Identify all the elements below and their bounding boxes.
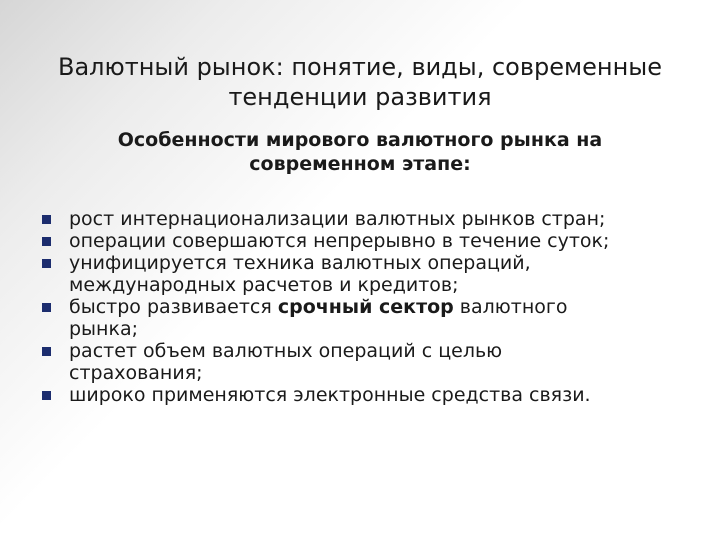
slide-subtitle — [60, 128, 660, 176]
square-bullet-icon — [42, 303, 51, 312]
bullet-text: операции совершаются непрерывно в течение суток; — [69, 230, 610, 252]
square-bullet-icon — [42, 215, 51, 224]
title-line-2: тенденции развития — [228, 83, 492, 111]
bullet-text: широко применяются электронные средства связи. — [69, 384, 591, 406]
bullet-text-line-1: растет объем валютных операций с целью — [69, 340, 503, 362]
bullet-item — [42, 230, 692, 252]
bullet-text-line-2: рынка; — [69, 318, 139, 340]
subtitle-line-1: Особенности мирового валютного рынка на — [117, 129, 603, 151]
square-bullet-icon — [42, 347, 51, 356]
square-bullet-icon — [42, 391, 51, 400]
subtitle-line-2: современном этапе: — [249, 153, 471, 175]
bullet-text-emphasis: срочный сектор — [277, 296, 454, 318]
slide-title — [40, 52, 680, 112]
bullet-list — [42, 208, 692, 406]
bullet-text-line-2: страхования; — [69, 362, 203, 384]
bullet-item — [42, 340, 692, 384]
square-bullet-icon — [42, 259, 51, 268]
bullet-text-before: быстро развивается — [69, 296, 278, 318]
bullet-item — [42, 384, 692, 406]
bullet-text: рост интернационализации валютных рынков стран; — [69, 208, 606, 230]
bullet-text-line-2: международных расчетов и кредитов; — [69, 274, 459, 296]
bullet-text-line-1 — [69, 296, 692, 318]
bullet-item — [42, 296, 692, 340]
bullet-text-line-1: унифицируется техника валютных операций, — [69, 252, 531, 274]
title-line-1: Валютный рынок: понятие, виды, современные — [58, 53, 662, 81]
bullet-item — [42, 252, 692, 296]
bullet-item — [42, 208, 692, 230]
bullet-text-after: валютного — [453, 296, 568, 318]
square-bullet-icon — [42, 237, 51, 246]
